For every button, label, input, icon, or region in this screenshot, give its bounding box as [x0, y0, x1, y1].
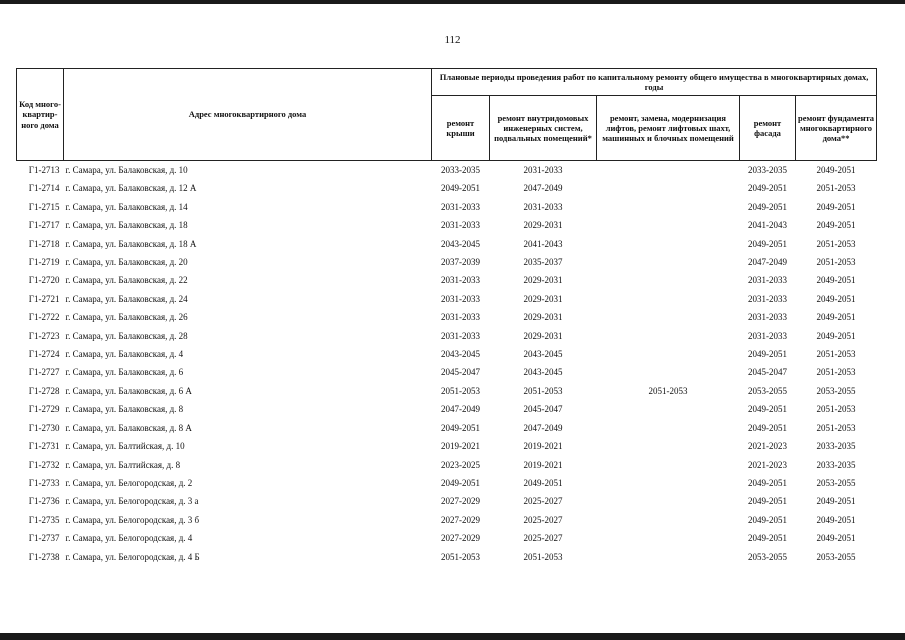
- table-row: [17, 345, 877, 363]
- cell-roof: 2033-2035: [441, 165, 480, 175]
- cell-foundation: 2051-2053: [816, 183, 856, 194]
- cell-address: г. Самара, ул. Балаковская, д. 12 А: [65, 183, 197, 194]
- cell-elevators: [597, 308, 740, 326]
- cell-facade: 2049-2051: [748, 422, 787, 433]
- cell-foundation: 2053-2055: [816, 385, 856, 396]
- cell-roof: 2031-2033: [441, 220, 480, 231]
- page-number: 112: [444, 34, 461, 46]
- cell-roof: 2027-2029: [441, 496, 480, 507]
- cell-address: г. Самара, ул. Балаковская, д. 4: [65, 349, 184, 360]
- cell-foundation: 2049-2051: [816, 220, 856, 231]
- header-systems: ремонт внутридомовых инженерных систем, подвальных помещений*: [490, 96, 597, 161]
- cell-elevators: [597, 456, 740, 474]
- cell-address: г. Самара, ул. Балаковская, д. 14: [65, 201, 188, 212]
- cell-roof: 2031-2033: [441, 275, 480, 286]
- cell-foundation: 2049-2051: [816, 201, 856, 212]
- table-row: [17, 382, 877, 400]
- cell-elevators: [597, 548, 740, 566]
- cell-code: Г1-2731: [28, 441, 60, 452]
- cell-elevators: [597, 235, 740, 253]
- cell-address: г. Самара, ул. Балаковская, д. 8: [65, 404, 184, 415]
- header-foundation: ремонт фундамента многоквартирного дома**: [796, 96, 877, 161]
- cell-roof: 2037-2039: [441, 257, 480, 268]
- cell-elevators: [597, 253, 740, 271]
- cell-facade: 2049-2051: [748, 349, 787, 360]
- cell-facade: 2049-2051: [748, 183, 787, 194]
- cell-roof: 2043-2045: [441, 238, 480, 249]
- cell-elevators: [597, 345, 740, 363]
- cell-address: г. Самара, ул. Балаковская, д. 10: [65, 165, 188, 175]
- cell-systems: 2049-2051: [523, 477, 563, 488]
- cell-elevators: [597, 419, 740, 437]
- table-row: [17, 179, 877, 197]
- cell-facade: 2031-2033: [748, 275, 787, 286]
- table-row: [17, 161, 877, 180]
- cell-code: Г1-2736: [28, 496, 60, 507]
- header-elevators: ремонт, замена, модернизация лифтов, ремонт лифтовых шахт, машинных и блочных помещений: [597, 96, 740, 161]
- cell-facade: 2053-2055: [748, 551, 787, 562]
- cell-code: Г1-2714: [28, 183, 60, 194]
- cell-code: Г1-2724: [28, 349, 60, 360]
- cell-systems: 2029-2031: [523, 312, 563, 323]
- cell-systems: 2043-2045: [523, 367, 563, 378]
- cell-roof: 2045-2047: [441, 367, 480, 378]
- cell-address: г. Самара, ул. Балаковская, д. 28: [65, 330, 188, 341]
- cell-facade: 2049-2051: [748, 404, 787, 415]
- cell-address: г. Самара, ул. Балтийская, д. 10: [65, 441, 185, 452]
- cell-facade: 2021-2023: [748, 459, 787, 470]
- table-row: [17, 290, 877, 308]
- cell-systems: 2029-2031: [523, 220, 563, 231]
- table-row: [17, 216, 877, 234]
- table-row: [17, 529, 877, 547]
- table-row: [17, 363, 877, 381]
- cell-address: г. Самара, ул. Балаковская, д. 8 А: [65, 422, 192, 433]
- cell-address: г. Самара, ул. Балаковская, д. 6 А: [65, 385, 192, 396]
- cell-roof: 2027-2029: [441, 514, 480, 525]
- cell-foundation: 2051-2053: [816, 349, 856, 360]
- cell-systems: 2043-2045: [523, 349, 563, 360]
- cell-address: г. Самара, ул. Балтийская, д. 8: [65, 459, 181, 470]
- cell-systems: 2025-2027: [523, 496, 563, 507]
- cell-code: Г1-2720: [28, 275, 60, 286]
- cell-systems: 2025-2027: [523, 533, 563, 544]
- cell-elevators: [597, 216, 740, 234]
- cell-systems: 2029-2031: [523, 275, 563, 286]
- cell-systems: 2035-2037: [523, 257, 563, 268]
- cell-elevators: [597, 198, 740, 216]
- cell-facade: 2049-2051: [748, 238, 787, 249]
- cell-facade: 2047-2049: [748, 257, 787, 268]
- top-border: [0, 0, 905, 4]
- cell-address: г. Самара, ул. Балаковская, д. 18 А: [65, 238, 197, 249]
- cell-elevators: [597, 529, 740, 547]
- cell-foundation: 2051-2053: [816, 367, 856, 378]
- cell-foundation: 2051-2053: [816, 422, 856, 433]
- cell-address: г. Самара, ул. Белогородская, д. 4 Б: [65, 551, 200, 562]
- cell-facade: 2049-2051: [748, 496, 787, 507]
- cell-code: Г1-2733: [28, 477, 60, 488]
- cell-address: г. Самара, ул. Балаковская, д. 6: [65, 367, 184, 378]
- cell-foundation: 2053-2055: [816, 551, 856, 562]
- cell-roof: 2031-2033: [441, 201, 480, 212]
- cell-address: г. Самара, ул. Белогородская, д. 4: [65, 533, 193, 544]
- cell-code: Г1-2727: [28, 367, 60, 378]
- cell-roof: 2023-2025: [441, 459, 480, 470]
- cell-code: Г1-2719: [28, 257, 60, 268]
- cell-foundation: 2049-2051: [816, 533, 856, 544]
- cell-code: Г1-2715: [28, 201, 60, 212]
- cell-foundation: 2051-2053: [816, 257, 856, 268]
- cell-systems: 2051-2053: [523, 385, 563, 396]
- cell-code: Г1-2722: [28, 312, 60, 323]
- cell-address: г. Самара, ул. Балаковская, д. 26: [65, 312, 188, 323]
- header-address: Адрес многоквартирного дома: [64, 69, 432, 161]
- cell-code: Г1-2718: [28, 238, 60, 249]
- cell-foundation: 2049-2051: [816, 330, 856, 341]
- cell-foundation: 2051-2053: [816, 404, 856, 415]
- bottom-border: [0, 633, 905, 640]
- cell-systems: 2047-2049: [523, 183, 563, 194]
- cell-foundation: 2049-2051: [816, 312, 856, 323]
- cell-roof: 2043-2045: [441, 349, 480, 360]
- cell-roof: 2031-2033: [441, 293, 480, 304]
- cell-foundation: 2051-2053: [816, 238, 856, 249]
- header-facade: ремонт фасада: [740, 96, 796, 161]
- cell-elevators: [597, 179, 740, 197]
- cell-elevators: [597, 271, 740, 289]
- cell-facade: 2049-2051: [748, 477, 787, 488]
- cell-systems: 2031-2033: [523, 201, 563, 212]
- cell-address: г. Самара, ул. Балаковская, д. 24: [65, 293, 188, 304]
- cell-roof: 2051-2053: [441, 385, 480, 396]
- table-row: [17, 253, 877, 271]
- cell-elevators: [597, 363, 740, 381]
- table-row: [17, 327, 877, 345]
- cell-facade: 2041-2043: [748, 220, 787, 231]
- cell-systems: 2045-2047: [523, 404, 563, 415]
- cell-code: Г1-2730: [28, 422, 60, 433]
- cell-roof: 2031-2033: [441, 312, 480, 323]
- cell-elevators: [597, 400, 740, 418]
- cell-roof: 2049-2051: [441, 477, 480, 488]
- cell-elevators: 2051-2053: [648, 385, 688, 396]
- table-row: [17, 308, 877, 326]
- table-row: [17, 456, 877, 474]
- cell-facade: 2045-2047: [748, 367, 787, 378]
- table-row: [17, 235, 877, 253]
- cell-address: г. Самара, ул. Балаковская, д. 22: [65, 275, 188, 286]
- table-row: [17, 198, 877, 216]
- header-periods: Плановые периоды проведения работ по капитальному ремонту общего имущества в многоквартирных домах, годы: [432, 69, 877, 96]
- cell-systems: 2047-2049: [523, 422, 563, 433]
- cell-systems: 2019-2021: [523, 441, 563, 452]
- cell-systems: 2029-2031: [523, 330, 563, 341]
- cell-address: г. Самара, ул. Балаковская, д. 20: [65, 257, 188, 268]
- cell-elevators: [597, 474, 740, 492]
- cell-code: Г1-2732: [28, 459, 60, 470]
- table-row: [17, 437, 877, 455]
- cell-address: г. Самара, ул. Белогородская, д. 2: [65, 477, 193, 488]
- cell-facade: 2049-2051: [748, 533, 787, 544]
- cell-address: г. Самара, ул. Балаковская, д. 18: [65, 220, 188, 231]
- cell-facade: 2049-2051: [748, 201, 787, 212]
- table-body: [17, 161, 877, 566]
- cell-elevators: [597, 492, 740, 510]
- cell-systems: 2051-2053: [523, 551, 563, 562]
- cell-code: Г1-2713: [28, 165, 60, 175]
- cell-roof: 2027-2029: [441, 533, 480, 544]
- cell-foundation: 2049-2051: [816, 165, 856, 175]
- repair-schedule-table: [16, 68, 877, 566]
- cell-code: Г1-2729: [28, 404, 60, 415]
- cell-facade: 2033-2035: [748, 165, 787, 175]
- cell-facade: 2031-2033: [748, 312, 787, 323]
- cell-elevators: [597, 161, 740, 180]
- cell-elevators: [597, 290, 740, 308]
- table-row: [17, 492, 877, 510]
- cell-elevators: [597, 437, 740, 455]
- cell-systems: 2029-2031: [523, 293, 563, 304]
- cell-code: Г1-2728: [28, 385, 60, 396]
- header-roof: ремонт крыши: [432, 96, 490, 161]
- cell-foundation: 2049-2051: [816, 496, 856, 507]
- cell-systems: 2019-2021: [523, 459, 563, 470]
- cell-facade: 2053-2055: [748, 385, 787, 396]
- cell-foundation: 2049-2051: [816, 514, 856, 525]
- table-row: [17, 511, 877, 529]
- cell-systems: 2031-2033: [523, 165, 563, 175]
- cell-elevators: [597, 511, 740, 529]
- cell-roof: 2051-2053: [441, 551, 480, 562]
- cell-roof: 2049-2051: [441, 183, 480, 194]
- cell-facade: 2031-2033: [748, 293, 787, 304]
- cell-systems: 2041-2043: [523, 238, 563, 249]
- cell-foundation: 2033-2035: [816, 459, 856, 470]
- table-row: [17, 271, 877, 289]
- table-row: [17, 474, 877, 492]
- cell-systems: 2025-2027: [523, 514, 563, 525]
- cell-facade: 2031-2033: [748, 330, 787, 341]
- cell-roof: 2047-2049: [441, 404, 480, 415]
- cell-foundation: 2049-2051: [816, 293, 856, 304]
- cell-roof: 2031-2033: [441, 330, 480, 341]
- cell-elevators: [597, 327, 740, 345]
- cell-roof: 2019-2021: [441, 441, 480, 452]
- cell-foundation: 2053-2055: [816, 477, 856, 488]
- cell-address: г. Самара, ул. Белогородская, д. 3 б: [65, 514, 200, 525]
- table-row: [17, 419, 877, 437]
- table-row: [17, 548, 877, 566]
- cell-roof: 2049-2051: [441, 422, 480, 433]
- cell-code: Г1-2717: [28, 220, 60, 231]
- cell-code: Г1-2723: [28, 330, 60, 341]
- cell-code: Г1-2738: [28, 551, 60, 562]
- cell-facade: 2021-2023: [748, 441, 787, 452]
- cell-foundation: 2049-2051: [816, 275, 856, 286]
- cell-code: Г1-2737: [28, 533, 60, 544]
- cell-facade: 2049-2051: [748, 514, 787, 525]
- table-row: [17, 400, 877, 418]
- cell-foundation: 2033-2035: [816, 441, 856, 452]
- cell-code: Г1-2721: [28, 293, 60, 304]
- cell-code: Г1-2735: [28, 514, 60, 525]
- cell-address: г. Самара, ул. Белогородская, д. 3 а: [65, 496, 199, 507]
- header-code: Код много-квартир-ного дома: [17, 69, 64, 161]
